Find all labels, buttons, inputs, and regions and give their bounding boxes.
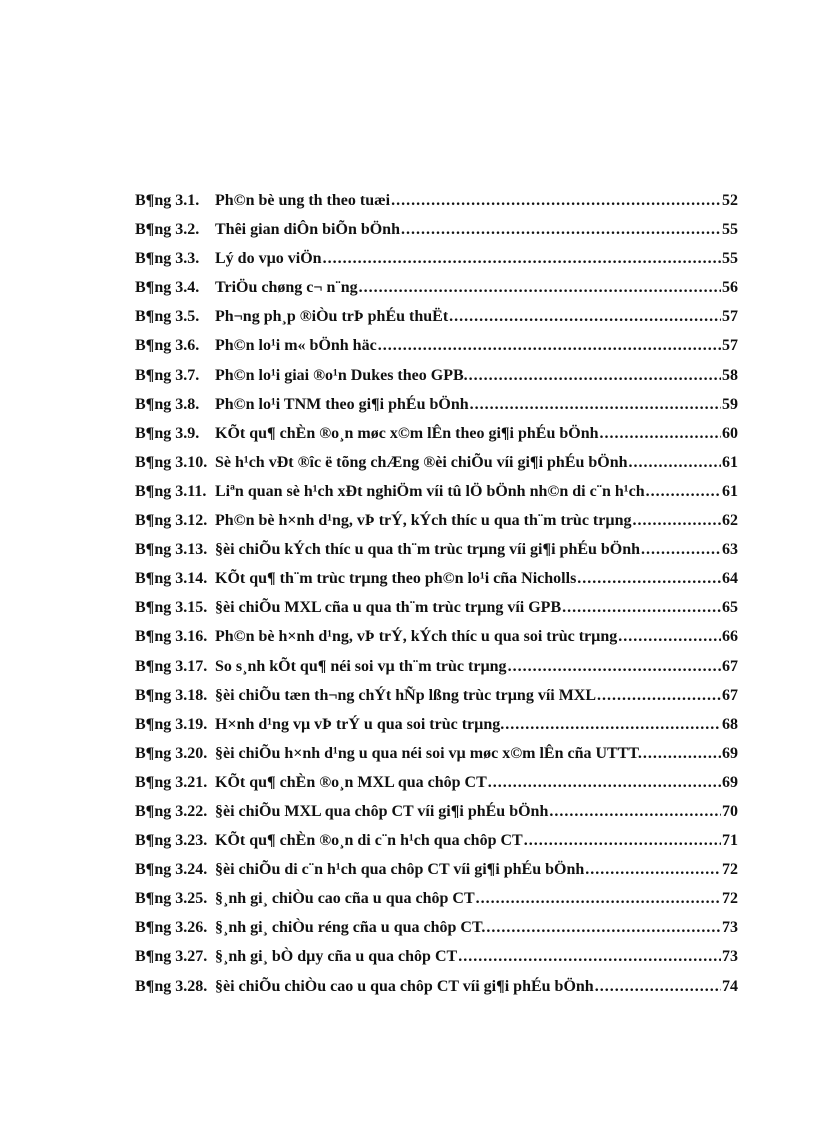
toc-entry[interactable] [135,302,738,331]
toc-entry[interactable] [135,506,738,535]
toc-label: B¶ng 3.24. [135,861,208,879]
toc-page: 55 [722,250,738,268]
toc-title: Lý do vµo viÖn [215,250,322,268]
toc-title: §èi chiÕu MXL qua chôp CT víi gi¶i phÉu bÖnh [215,802,549,820]
toc-page: 59 [722,395,738,413]
toc-page: 55 [722,221,738,239]
toc-page: 60 [722,424,738,442]
toc-page: 62 [722,512,738,530]
toc-leader [646,477,721,506]
toc-label: B¶ng 3.2. [135,221,200,239]
toc-entry[interactable] [135,244,738,273]
toc-title: Ph©n lo¹i giai ®o¹n Dukes theo GPB. [215,366,468,384]
toc-leader [585,855,721,884]
toc-leader [458,942,721,971]
toc-title: §¸nh gi¸ bÒ dµy cña u qua chôp CT [215,948,458,966]
toc-entry[interactable] [135,477,738,506]
toc-leader [641,535,721,564]
toc-label: B¶ng 3.1. [135,192,200,209]
toc-page: 74 [722,977,738,995]
toc-label: B¶ng 3.6. [135,337,200,355]
toc-leader [488,768,721,797]
toc-leader [391,186,721,215]
toc-page: 69 [722,744,738,762]
toc-entry[interactable] [135,826,738,855]
toc-title: Sè h¹ch vÐt ®îc ë tõng chÆng ®èi chiÕu víi gi¶i phÉu bÖnh [215,453,628,471]
toc-page: 61 [722,482,738,500]
toc-entry[interactable] [135,215,738,244]
toc-page: 58 [722,366,738,384]
toc-page: 64 [722,570,738,588]
toc-label: B¶ng 3.18. [135,686,208,704]
toc-page: 52 [722,192,738,209]
toc-entry[interactable] [135,390,738,419]
toc-entry[interactable] [135,361,738,390]
toc-title: §èi chiÕu MXL cña u qua th¨m trùc trµng víi GPB [215,599,562,617]
toc-leader [486,913,721,942]
toc-leader [618,622,721,651]
toc-leader [549,797,721,826]
toc-entry[interactable] [135,942,738,971]
toc-title: KÕt qu¶ chÈn ®o¸n møc x©m lÊn theo gi¶i phÉu bÖnh [215,424,599,442]
toc-leader [643,739,721,768]
toc-leader [524,826,721,855]
toc-leader [595,972,721,1001]
toc-page: 68 [722,715,738,733]
toc-title: Liªn quan sè h¹ch xÐt nghiÖm víi tû lÖ bÖnh nh©n di c¨n h¹ch [215,482,645,500]
toc-page: 71 [722,832,738,850]
toc-label: B¶ng 3.4. [135,279,200,297]
toc-entry[interactable] [135,564,738,593]
toc-entry[interactable] [135,331,738,360]
toc-title: §¸nh gi¸ chiÒu réng cña u qua chôp CT. [215,919,486,937]
toc-entry[interactable] [135,768,738,797]
toc-page: 72 [722,890,738,908]
toc-label: B¶ng 3.12. [135,512,208,530]
toc-label: B¶ng 3.14. [135,570,208,588]
toc-label: B¶ng 3.22. [135,802,208,820]
toc-leader [449,302,721,331]
toc-leader [562,593,721,622]
toc-leader [323,244,721,273]
toc-entry[interactable] [135,186,738,215]
toc-page: 67 [722,686,738,704]
toc-entry[interactable] [135,710,738,739]
toc-label: B¶ng 3.17. [135,657,208,675]
toc-leader [600,419,722,448]
toc-label: B¶ng 3.26. [135,919,208,937]
toc-title: KÕt qu¶ th¨m trùc trµng theo ph©n lo¹i cña Nicholls [215,570,577,588]
toc-title: Ph©n bè h×nh d¹ng, vÞ trÝ, kÝch thíc u qua th¨m trùc trµng [215,512,632,530]
toc-label: B¶ng 3.11. [135,482,207,500]
toc-label: B¶ng 3.21. [135,773,208,791]
toc-label: B¶ng 3.25. [135,890,208,908]
toc-label: B¶ng 3.13. [135,541,208,559]
toc-page: 57 [722,337,738,355]
toc-page: 57 [722,308,738,326]
toc-title: §¸nh gi¸ chiÒu cao cña u qua chôp CT [215,890,475,908]
toc-page: 72 [722,861,738,879]
toc-leader [577,564,721,593]
toc-entry[interactable] [135,739,738,768]
toc-leader [508,652,721,681]
toc-leader [359,273,721,302]
toc-entry[interactable] [135,273,738,302]
toc-leader [476,884,721,913]
toc-title: KÕt qu¶ chÈn ®o¸n di c¨n h¹ch qua chôp CT [215,832,523,850]
toc-leader [505,710,721,739]
toc-title: Ph©n lo¹i TNM theo gi¶i phÉu bÖnh [215,395,469,413]
toc-entry[interactable] [135,681,738,710]
toc-title: Ph©n bè h×nh d¹ng, vÞ trÝ, kÝch thíc u qua soi trùc trµng [215,628,618,646]
toc-title: Thêi gian diÔn biÕn bÖnh [215,221,400,239]
toc-entry[interactable] [135,884,738,913]
toc-entry[interactable] [135,652,738,681]
toc-title: KÕt qu¶ chÈn ®o¸n MXL qua chôp CT [215,773,487,791]
toc-entry[interactable] [135,593,738,622]
toc-entry[interactable] [135,913,738,942]
toc-entry[interactable] [135,972,738,1001]
toc-entry[interactable] [135,448,738,477]
toc-page: 70 [722,802,738,820]
toc-entry[interactable] [135,535,738,564]
toc-title: §èi chiÕu h×nh d¹ng u qua néi soi vµ møc x©m lÊn cña UTTT. [215,744,642,762]
toc-label: B¶ng 3.3. [135,250,200,268]
toc-page: 65 [722,599,738,617]
toc-entry[interactable] [135,797,738,826]
toc-label: B¶ng 3.20. [135,744,208,762]
toc-entry[interactable] [135,855,738,884]
toc-page: 66 [722,628,738,646]
toc-label: B¶ng 3.16. [135,628,208,646]
toc-label: B¶ng 3.15. [135,599,208,617]
toc-page: 67 [722,657,738,675]
toc-leader [378,331,721,360]
toc-leader [470,390,721,419]
toc-title: §èi chiÕu kÝch thíc u qua th¨m trùc trµng víi gi¶i phÉu bÖnh [215,541,641,559]
toc-label: B¶ng 3.7. [135,366,200,384]
toc-label: B¶ng 3.27. [135,948,208,966]
toc-page: 73 [722,919,738,937]
toc-title: H×nh d¹ng vµ vÞ trÝ u qua soi trùc trµng. [215,715,505,733]
toc-label: B¶ng 3.10. [135,453,208,471]
toc-page: 63 [722,541,738,559]
toc-label: B¶ng 3.9. [135,424,200,442]
toc-label: B¶ng 3.28. [135,977,208,995]
toc-title: Ph©n bè ung th theo tuæi [215,192,391,209]
toc-page: 69 [722,773,738,791]
toc-page: 56 [722,279,738,297]
toc-leader [469,361,721,390]
table-of-contents [135,186,738,1001]
toc-leader [597,681,721,710]
toc-title: TriÖu chøng c¬ n¨ng [215,279,358,297]
toc-title: §èi chiÕu chiÒu cao u qua chôp CT víi gi¶i phÉu bÖnh [215,977,594,995]
toc-entry[interactable] [135,419,738,448]
toc-label: B¶ng 3.5. [135,308,200,326]
toc-page: 73 [722,948,738,966]
toc-title: Ph©n lo¹i m« bÖnh häc [215,337,377,355]
toc-entry[interactable] [135,622,738,651]
toc-title: Ph¬ng ph¸p ®iÒu trÞ phÉu thuËt [215,308,449,326]
toc-title: So s¸nh kÕt qu¶ néi soi vµ th¨m trùc trµng [215,657,507,675]
toc-label: B¶ng 3.23. [135,832,208,850]
toc-title: §èi chiÕu tæn th¬ng chÝt hÑp lßng trùc trµng víi MXL [215,686,597,704]
toc-label: B¶ng 3.19. [135,715,208,733]
toc-leader [632,506,721,535]
toc-leader [401,215,721,244]
toc-label: B¶ng 3.8. [135,395,200,413]
toc-title: §èi chiÕu di c¨n h¹ch qua chôp CT víi gi¶i phÉu bÖnh [215,861,585,879]
toc-page: 61 [722,453,738,471]
toc-leader [629,448,721,477]
